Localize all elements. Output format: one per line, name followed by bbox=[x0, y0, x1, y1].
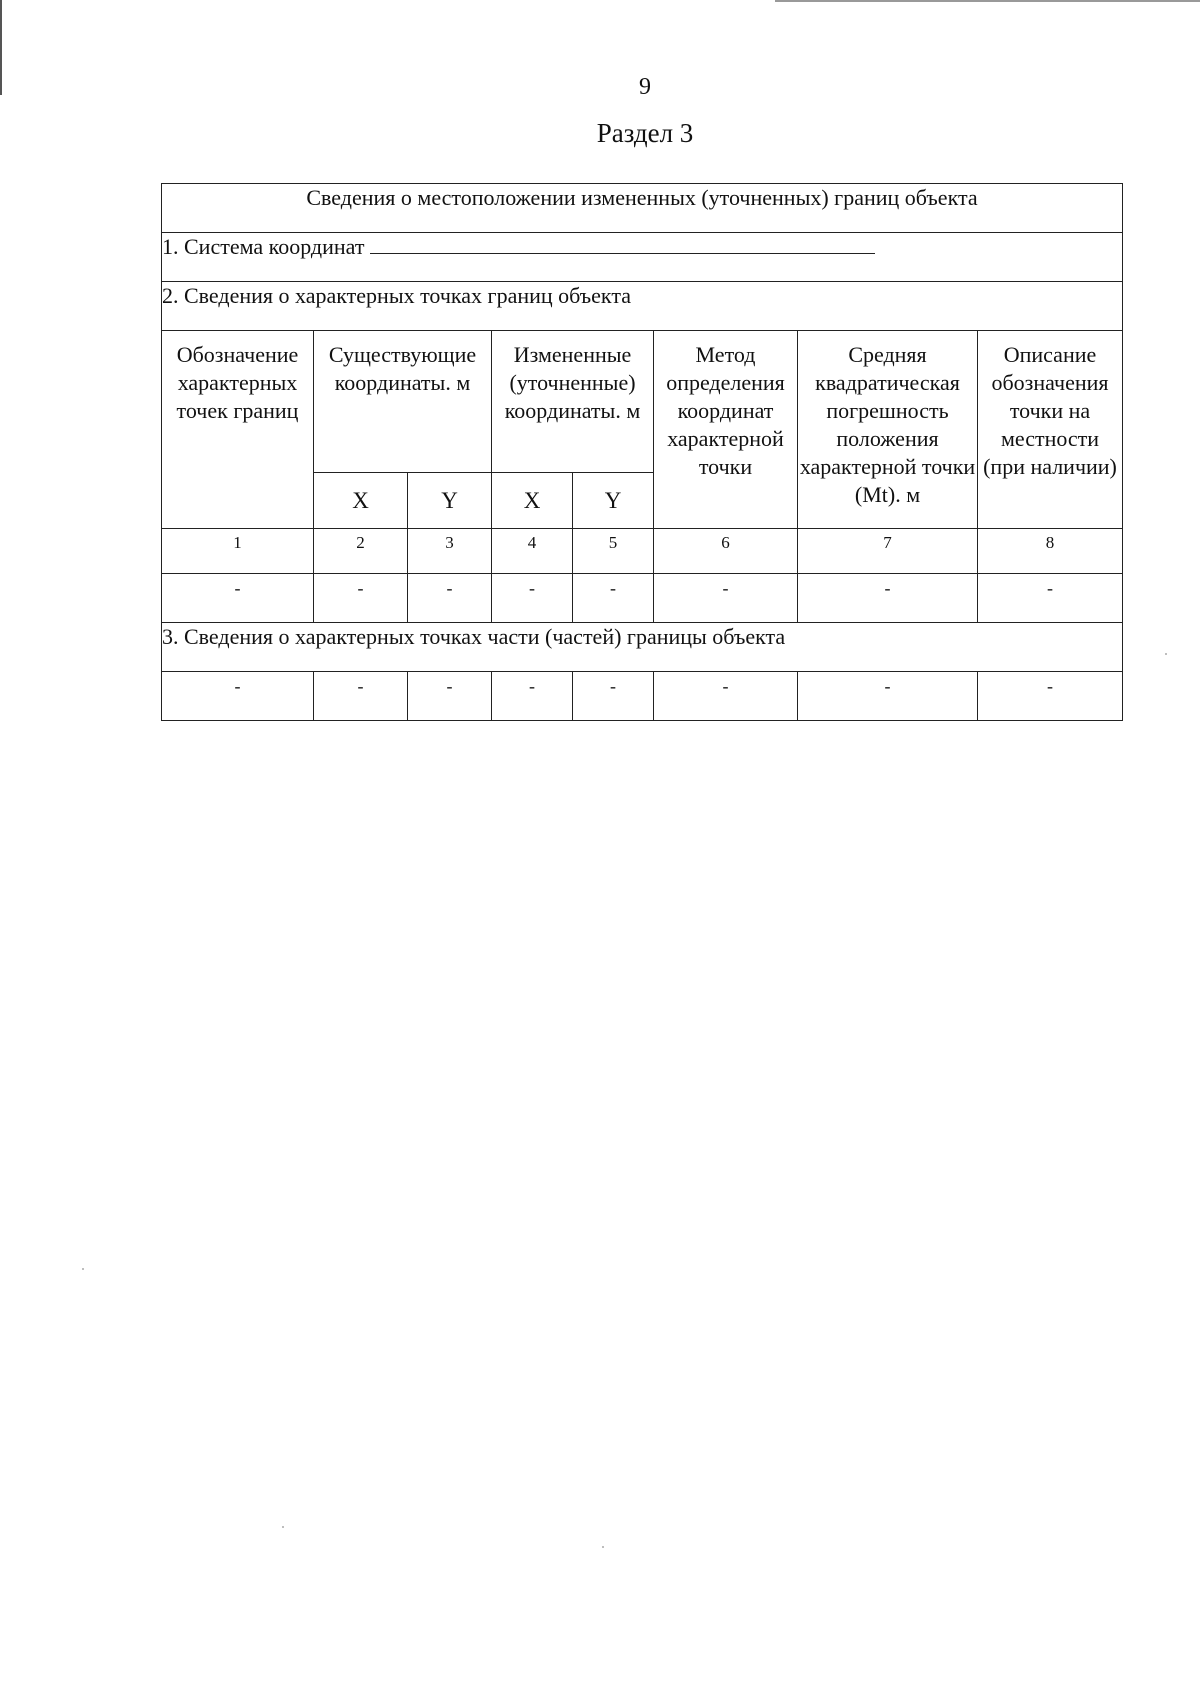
column-number: 7 bbox=[798, 529, 978, 574]
table-cell: - bbox=[798, 672, 978, 721]
subcol-existing-x: X bbox=[314, 473, 408, 529]
scan-speck bbox=[282, 1526, 284, 1528]
table-cell: - bbox=[654, 574, 798, 623]
boundary-points-table bbox=[161, 183, 1123, 721]
table-cell: - bbox=[654, 672, 798, 721]
coord-system-cell bbox=[162, 233, 1123, 282]
scan-speck bbox=[82, 1268, 84, 1270]
subcol-existing-y: Y bbox=[408, 473, 492, 529]
table-cell: - bbox=[408, 672, 492, 721]
table-cell: - bbox=[798, 574, 978, 623]
column-header-row bbox=[162, 331, 1123, 473]
table-title: Сведения о местоположении измененных (уточненных) границ объекта bbox=[162, 184, 1123, 233]
scan-edge-top bbox=[775, 0, 1200, 2]
scan-speck bbox=[1165, 653, 1167, 655]
parts-heading: 3. Сведения о характерных точках части (частей) границы объекта bbox=[162, 623, 1123, 672]
table-cell: - bbox=[314, 672, 408, 721]
column-number: 3 bbox=[408, 529, 492, 574]
table-cell: - bbox=[492, 574, 573, 623]
table-cell: - bbox=[314, 574, 408, 623]
table-cell: - bbox=[978, 574, 1123, 623]
points-heading: 2. Сведения о характерных точках границ объекта bbox=[162, 282, 1123, 331]
table-cell: - bbox=[978, 672, 1123, 721]
section-title: Раздел 3 bbox=[596, 118, 694, 148]
table-cell: - bbox=[162, 574, 314, 623]
column-number: 6 bbox=[654, 529, 798, 574]
subcol-changed-x: X bbox=[492, 473, 573, 529]
page-number: 9 bbox=[639, 74, 651, 100]
column-number: 2 bbox=[314, 529, 408, 574]
table-cell: - bbox=[573, 574, 654, 623]
coord-system-label: 1. Система координат bbox=[162, 234, 365, 259]
col-header-existing-coords: Существующие координаты. м bbox=[314, 331, 492, 473]
column-number: 5 bbox=[573, 529, 654, 574]
scan-speck bbox=[602, 1546, 604, 1548]
parts-heading-row bbox=[162, 623, 1123, 672]
column-number: 1 bbox=[162, 529, 314, 574]
col-header-method: Метод определения координат характерной точки bbox=[654, 331, 798, 529]
column-number: 8 bbox=[978, 529, 1123, 574]
coord-system-row bbox=[162, 233, 1123, 282]
table-row bbox=[162, 574, 1123, 623]
points-heading-row bbox=[162, 282, 1123, 331]
column-number-row bbox=[162, 529, 1123, 574]
table-row bbox=[162, 672, 1123, 721]
column-number: 4 bbox=[492, 529, 573, 574]
col-header-designation: Обозначение характерных точек границ bbox=[162, 331, 314, 529]
subcol-changed-y: Y bbox=[573, 473, 654, 529]
col-header-description: Описание обозначения точки на местности (при наличии) bbox=[978, 331, 1123, 529]
coord-system-blank bbox=[370, 233, 875, 254]
col-header-changed-coords: Измененные (уточненные) координаты. м bbox=[492, 331, 654, 473]
table-cell: - bbox=[573, 672, 654, 721]
table-cell: - bbox=[162, 672, 314, 721]
col-header-rms-error: Средняя квадратическая погрешность положения характерной точки (Mt). м bbox=[798, 331, 978, 529]
table-cell: - bbox=[408, 574, 492, 623]
table-title-row bbox=[162, 184, 1123, 233]
table-cell: - bbox=[492, 672, 573, 721]
